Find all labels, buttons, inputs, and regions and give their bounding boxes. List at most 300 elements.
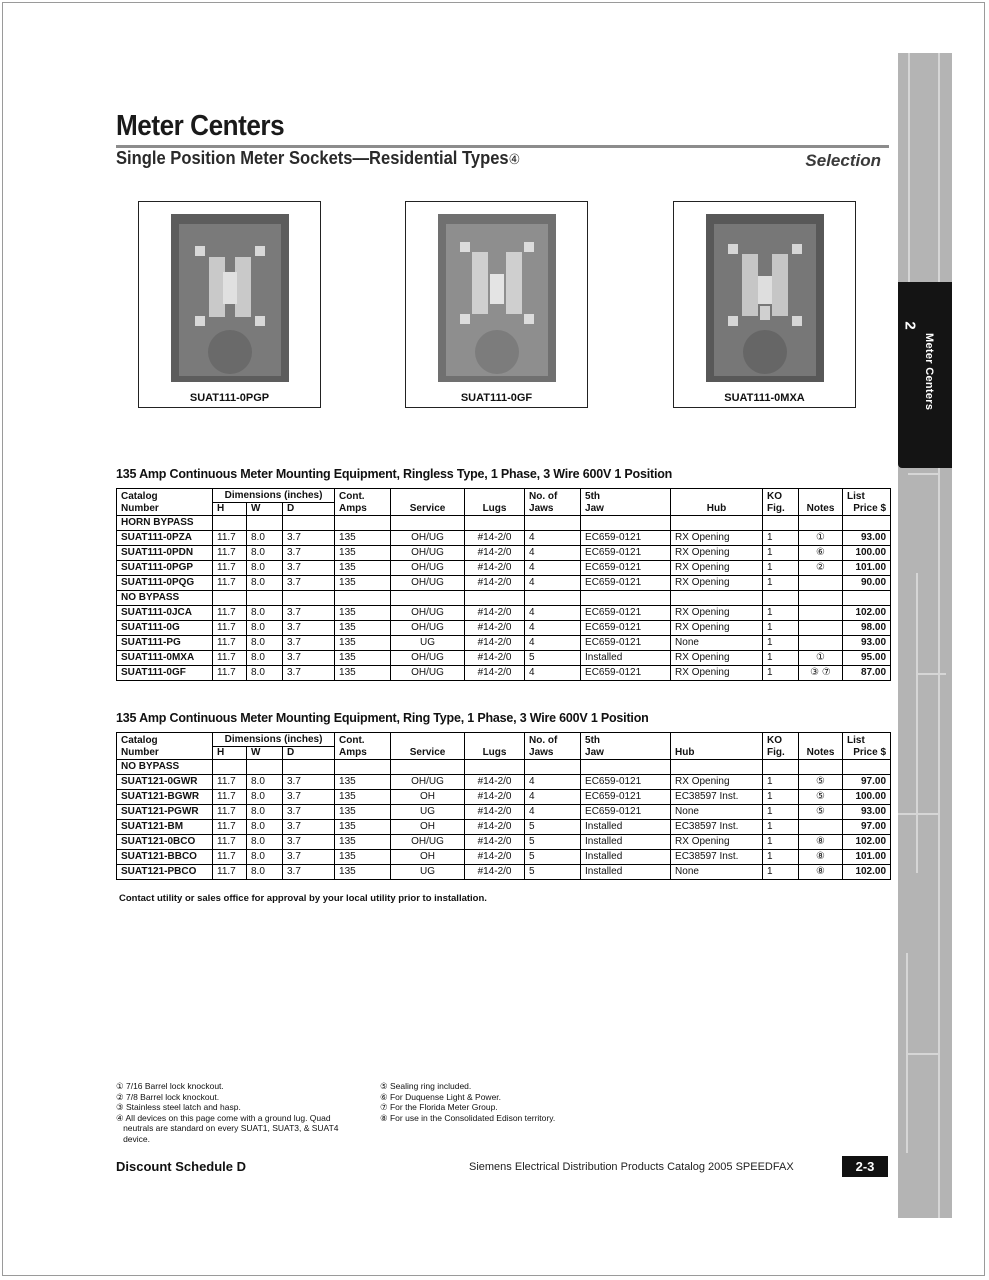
cell-price: 100.00 (843, 546, 891, 561)
group-filler-cell (671, 760, 763, 775)
cell-notes (799, 820, 843, 835)
cell-ko: 1 (763, 636, 799, 651)
cell-jaw5: EC659-0121 (581, 805, 671, 820)
col-header: Service (391, 747, 465, 760)
footnote-line: ③ Stainless steel latch and hasp. (116, 1102, 241, 1112)
group-filler-cell (213, 591, 247, 606)
table-row (117, 835, 891, 850)
cell-notes: ⑧ (799, 835, 843, 850)
cell-notes: ⑥ (799, 546, 843, 561)
col-header: Lugs (465, 747, 525, 760)
cell-ko: 1 (763, 805, 799, 820)
cell-service: UG (391, 865, 465, 880)
section-tab-number: 2 (901, 321, 919, 330)
meter-socket-illustration (139, 202, 320, 387)
col-header: Price $ (843, 503, 891, 516)
table-row (117, 546, 891, 561)
col-header: Price $ (843, 747, 891, 760)
cell-cat: SUAT121-BM (117, 820, 213, 835)
cell-cat: SUAT121-0BCO (117, 835, 213, 850)
cell-ko: 1 (763, 561, 799, 576)
group-filler-cell (799, 591, 843, 606)
cell-jaws: 4 (525, 775, 581, 790)
cell-cat: SUAT111-0JCA (117, 606, 213, 621)
group-filler-cell (391, 760, 465, 775)
footer-discount-schedule: Discount Schedule D (116, 1159, 247, 1174)
group-filler-cell (247, 516, 283, 531)
group-filler-cell (581, 516, 671, 531)
product-photo-3 (673, 201, 856, 408)
cell-price: 98.00 (843, 621, 891, 636)
group-filler-cell (247, 591, 283, 606)
cell-cat: SUAT111-0PQG (117, 576, 213, 591)
cell-service: OH/UG (391, 576, 465, 591)
col-header: Jaws (525, 747, 581, 760)
cell-cat: SUAT111-0G (117, 621, 213, 636)
cell-notes: ⑤ (799, 790, 843, 805)
cell-hub: RX Opening (671, 531, 763, 546)
cell-d: 3.7 (283, 621, 335, 636)
table-row (117, 576, 891, 591)
cell-ko: 1 (763, 775, 799, 790)
group-filler-cell (843, 516, 891, 531)
cell-hub: RX Opening (671, 546, 763, 561)
cell-cat: SUAT121-0GWR (117, 775, 213, 790)
cell-amps: 135 (335, 820, 391, 835)
col-header: KO (763, 489, 799, 503)
cell-service: OH/UG (391, 546, 465, 561)
cell-cat: SUAT121-PBCO (117, 865, 213, 880)
cell-hub: None (671, 636, 763, 651)
table-row (117, 790, 891, 805)
footnote-line: device. (116, 1133, 151, 1144)
cell-hub: None (671, 865, 763, 880)
cell-amps: 135 (335, 651, 391, 666)
col-header: List (843, 733, 891, 747)
cell-service: OH (391, 790, 465, 805)
cell-ko: 1 (763, 865, 799, 880)
cell-jaws: 5 (525, 865, 581, 880)
col-header (391, 733, 465, 747)
cell-d: 3.7 (283, 651, 335, 666)
cell-jaws: 4 (525, 666, 581, 681)
cell-hub: RX Opening (671, 666, 763, 681)
col-header: Amps (335, 503, 391, 516)
strip-line (938, 53, 940, 1218)
product-photo-1 (138, 201, 321, 408)
cell-w: 8.0 (247, 666, 283, 681)
cell-jaw5: Installed (581, 850, 671, 865)
cell-d: 3.7 (283, 820, 335, 835)
cell-w: 8.0 (247, 531, 283, 546)
group-filler-cell (763, 591, 799, 606)
footnote-line: ⑦ For the Florida Meter Group. (380, 1102, 498, 1112)
cell-price: 97.00 (843, 820, 891, 835)
table-header-row (117, 489, 891, 503)
cell-h: 11.7 (213, 805, 247, 820)
cell-lugs: #14-2/0 (465, 621, 525, 636)
cell-w: 8.0 (247, 835, 283, 850)
table-row (117, 850, 891, 865)
cell-jaws: 4 (525, 636, 581, 651)
col-header: Notes (799, 747, 843, 760)
cell-notes: ③ ⑦ (799, 666, 843, 681)
group-filler-cell (799, 516, 843, 531)
cell-w: 8.0 (247, 775, 283, 790)
cell-w: 8.0 (247, 865, 283, 880)
cell-jaw5: Installed (581, 865, 671, 880)
cell-h: 11.7 (213, 775, 247, 790)
footnote-line: neutrals are standard on every SUAT1, SUAT3, & SUAT4 (116, 1123, 339, 1133)
cell-service: OH/UG (391, 606, 465, 621)
ring-type-table (116, 732, 891, 880)
cell-notes: ⑧ (799, 850, 843, 865)
group-filler-cell (391, 516, 465, 531)
table-row (117, 820, 891, 835)
col-header: D (283, 503, 335, 516)
cell-notes: ① (799, 531, 843, 546)
cell-cat: SUAT111-0MXA (117, 651, 213, 666)
col-header: Hub (671, 747, 763, 760)
group-filler-cell (671, 591, 763, 606)
table-body (117, 760, 891, 880)
cell-lugs: #14-2/0 (465, 651, 525, 666)
cell-amps: 135 (335, 805, 391, 820)
group-row (117, 516, 891, 531)
col-header: Amps (335, 747, 391, 760)
group-filler-cell (671, 516, 763, 531)
cell-cat: SUAT111-0PDN (117, 546, 213, 561)
cell-jaws: 5 (525, 651, 581, 666)
cell-h: 11.7 (213, 820, 247, 835)
table-row (117, 636, 891, 651)
col-header: KO (763, 733, 799, 747)
cell-w: 8.0 (247, 636, 283, 651)
cell-cat: SUAT111-0GF (117, 666, 213, 681)
cell-w: 8.0 (247, 790, 283, 805)
cell-h: 11.7 (213, 666, 247, 681)
cell-price: 100.00 (843, 790, 891, 805)
cell-h: 11.7 (213, 651, 247, 666)
cell-hub: EC38597 Inst. (671, 790, 763, 805)
cell-h: 11.7 (213, 835, 247, 850)
product-photo-2 (405, 201, 588, 408)
col-header: Number (117, 747, 213, 760)
cell-price: 101.00 (843, 850, 891, 865)
footnote-line: ① 7/16 Barrel lock knockout. (116, 1081, 224, 1091)
table-row (117, 865, 891, 880)
cell-jaws: 5 (525, 850, 581, 865)
cell-jaws: 4 (525, 606, 581, 621)
cell-service: OH/UG (391, 775, 465, 790)
cell-price: 102.00 (843, 835, 891, 850)
cell-lugs: #14-2/0 (465, 666, 525, 681)
cell-d: 3.7 (283, 546, 335, 561)
col-header: Fig. (763, 503, 799, 516)
table-row (117, 805, 891, 820)
cell-amps: 135 (335, 666, 391, 681)
cell-d: 3.7 (283, 531, 335, 546)
cell-hub: RX Opening (671, 651, 763, 666)
footnote-line: ⑥ For Duquense Light & Power. (380, 1091, 502, 1102)
cell-service: UG (391, 805, 465, 820)
cell-h: 11.7 (213, 636, 247, 651)
cell-ko: 1 (763, 835, 799, 850)
cell-service: OH/UG (391, 835, 465, 850)
table-row (117, 775, 891, 790)
cell-lugs: #14-2/0 (465, 820, 525, 835)
cell-amps: 135 (335, 775, 391, 790)
table1-title: 135 Amp Continuous Meter Mounting Equipment, Ringless Type, 1 Phase, 3 Wire 600V 1 Position (116, 467, 673, 481)
cell-price: 90.00 (843, 576, 891, 591)
footnote-line: ⑤ Sealing ring included. (380, 1081, 472, 1091)
cell-lugs: #14-2/0 (465, 775, 525, 790)
strip-line (908, 473, 938, 475)
cell-amps: 135 (335, 576, 391, 591)
cell-hub: RX Opening (671, 775, 763, 790)
cell-cat: SUAT111-0PZA (117, 531, 213, 546)
cell-hub: RX Opening (671, 576, 763, 591)
cell-hub: RX Opening (671, 561, 763, 576)
strip-line (906, 1053, 940, 1055)
cell-cat: SUAT111-PG (117, 636, 213, 651)
cell-h: 11.7 (213, 850, 247, 865)
cell-amps: 135 (335, 636, 391, 651)
cell-lugs: #14-2/0 (465, 865, 525, 880)
cell-ko: 1 (763, 531, 799, 546)
table-row (117, 651, 891, 666)
page-title: Meter Centers (116, 110, 285, 142)
cell-jaws: 4 (525, 531, 581, 546)
product-caption: SUAT111-0GF (460, 392, 533, 404)
cell-jaw5: EC659-0121 (581, 666, 671, 681)
cell-service: UG (391, 636, 465, 651)
col-header: Fig. (763, 747, 799, 760)
cell-d: 3.7 (283, 561, 335, 576)
cell-ko: 1 (763, 790, 799, 805)
col-header: Service (391, 503, 465, 516)
cell-jaw5: EC659-0121 (581, 546, 671, 561)
col-header: Number (117, 503, 213, 516)
cell-h: 11.7 (213, 865, 247, 880)
cell-w: 8.0 (247, 651, 283, 666)
cell-h: 11.7 (213, 790, 247, 805)
col-header: H (213, 747, 247, 760)
cell-service: OH/UG (391, 621, 465, 636)
col-header (465, 733, 525, 747)
cell-notes (799, 636, 843, 651)
cell-cat: SUAT121-BBCO (117, 850, 213, 865)
col-header: Notes (799, 503, 843, 516)
group-filler-cell (799, 760, 843, 775)
cell-d: 3.7 (283, 666, 335, 681)
cell-jaw5: EC659-0121 (581, 790, 671, 805)
footnote-line: ② 7/8 Barrel lock knockout. (116, 1091, 220, 1102)
cell-jaws: 4 (525, 561, 581, 576)
cell-lugs: #14-2/0 (465, 790, 525, 805)
cell-hub: None (671, 805, 763, 820)
table2-title: 135 Amp Continuous Meter Mounting Equipment, Ring Type, 1 Phase, 3 Wire 600V 1 Position (116, 711, 649, 725)
col-header (799, 489, 843, 503)
col-header: List (843, 489, 891, 503)
cell-lugs: #14-2/0 (465, 531, 525, 546)
group-filler-cell (763, 760, 799, 775)
meter-socket-illustration (406, 202, 587, 387)
cell-amps: 135 (335, 835, 391, 850)
group-label: NO BYPASS (117, 591, 213, 606)
cell-ko: 1 (763, 820, 799, 835)
cell-jaw5: Installed (581, 651, 671, 666)
cell-price: 93.00 (843, 805, 891, 820)
group-filler-cell (213, 760, 247, 775)
group-filler-cell (843, 591, 891, 606)
cell-h: 11.7 (213, 576, 247, 591)
col-header: Dimensions (inches) (213, 733, 335, 747)
cell-jaw5: EC659-0121 (581, 531, 671, 546)
table-body (117, 516, 891, 681)
page-number: 2-3 (842, 1156, 888, 1177)
cell-notes (799, 576, 843, 591)
group-filler-cell (391, 591, 465, 606)
cell-jaw5: EC659-0121 (581, 576, 671, 591)
cell-d: 3.7 (283, 775, 335, 790)
cell-service: OH/UG (391, 561, 465, 576)
footnotes-left (116, 1081, 339, 1144)
section-tab-label: Meter Centers (923, 333, 935, 411)
group-filler-cell (581, 591, 671, 606)
cell-price: 97.00 (843, 775, 891, 790)
cell-amps: 135 (335, 606, 391, 621)
col-header: Cont. (335, 733, 391, 747)
cell-ko: 1 (763, 621, 799, 636)
cell-notes (799, 621, 843, 636)
ringless-type-table (116, 488, 891, 681)
group-filler-cell (283, 591, 335, 606)
cell-hub: RX Opening (671, 606, 763, 621)
cell-notes: ⑤ (799, 775, 843, 790)
cell-ko: 1 (763, 546, 799, 561)
cell-lugs: #14-2/0 (465, 576, 525, 591)
col-header: Jaw (581, 747, 671, 760)
group-filler-cell (525, 516, 581, 531)
cell-w: 8.0 (247, 576, 283, 591)
cell-notes: ② (799, 561, 843, 576)
col-header: Catalog (117, 489, 213, 503)
cell-lugs: #14-2/0 (465, 546, 525, 561)
cell-hub: RX Opening (671, 835, 763, 850)
cell-d: 3.7 (283, 835, 335, 850)
table-row (117, 666, 891, 681)
cell-jaws: 5 (525, 835, 581, 850)
table-row (117, 561, 891, 576)
page-subtitle (116, 148, 520, 169)
group-filler-cell (283, 760, 335, 775)
table-row (117, 621, 891, 636)
col-header: Lugs (465, 503, 525, 516)
col-header: Hub (671, 503, 763, 516)
table-row (117, 531, 891, 546)
product-caption: SUAT111-0PGP (189, 392, 270, 404)
cell-h: 11.7 (213, 606, 247, 621)
col-header: No. of (525, 733, 581, 747)
cell-service: OH/UG (391, 666, 465, 681)
cell-jaws: 4 (525, 805, 581, 820)
cell-w: 8.0 (247, 820, 283, 835)
group-filler-cell (843, 760, 891, 775)
group-filler-cell (465, 760, 525, 775)
group-filler-cell (247, 760, 283, 775)
table-row (117, 606, 891, 621)
col-header: W (247, 747, 283, 760)
cell-ko: 1 (763, 651, 799, 666)
cell-w: 8.0 (247, 561, 283, 576)
cell-h: 11.7 (213, 546, 247, 561)
table-header-row (117, 747, 891, 760)
cell-lugs: #14-2/0 (465, 636, 525, 651)
cell-notes: ⑧ (799, 865, 843, 880)
cell-d: 3.7 (283, 606, 335, 621)
col-header: H (213, 503, 247, 516)
group-filler-cell (213, 516, 247, 531)
cell-jaws: 5 (525, 820, 581, 835)
col-header: Jaw (581, 503, 671, 516)
group-filler-cell (465, 516, 525, 531)
cell-w: 8.0 (247, 850, 283, 865)
cell-lugs: #14-2/0 (465, 606, 525, 621)
group-filler-cell (283, 516, 335, 531)
cell-ko: 1 (763, 850, 799, 865)
subtitle-text: Single Position Meter Sockets—Residential Types (116, 148, 509, 168)
section-tab[interactable] (898, 282, 952, 468)
cell-jaws: 4 (525, 546, 581, 561)
cell-amps: 135 (335, 546, 391, 561)
group-filler-cell (525, 760, 581, 775)
cell-w: 8.0 (247, 805, 283, 820)
cell-notes: ① (799, 651, 843, 666)
cell-price: 93.00 (843, 636, 891, 651)
meter-socket-illustration (674, 202, 855, 387)
cell-d: 3.7 (283, 850, 335, 865)
cell-ko: 1 (763, 606, 799, 621)
product-caption: SUAT111-0MXA (724, 392, 805, 404)
cell-notes: ⑤ (799, 805, 843, 820)
cell-jaws: 4 (525, 576, 581, 591)
col-header (671, 733, 763, 747)
cell-h: 11.7 (213, 561, 247, 576)
col-header: No. of (525, 489, 581, 503)
footer-catalog-name: Siemens Electrical Distribution Products Catalog 2005 SPEEDFAX (469, 1161, 794, 1173)
col-header (671, 489, 763, 503)
cell-h: 11.7 (213, 531, 247, 546)
cell-price: 93.00 (843, 531, 891, 546)
group-filler-cell (763, 516, 799, 531)
cell-w: 8.0 (247, 621, 283, 636)
section-label: Selection (805, 151, 881, 170)
cell-amps: 135 (335, 621, 391, 636)
cell-jaw5: Installed (581, 820, 671, 835)
group-label: NO BYPASS (117, 760, 213, 775)
cell-ko: 1 (763, 666, 799, 681)
cell-ko: 1 (763, 576, 799, 591)
cell-hub: EC38597 Inst. (671, 820, 763, 835)
group-filler-cell (335, 760, 391, 775)
cell-amps: 135 (335, 790, 391, 805)
col-header: W (247, 503, 283, 516)
footnote-line: ④ All devices on this page come with a ground lug. Quad (116, 1112, 331, 1123)
col-header (465, 489, 525, 503)
cell-jaw5: EC659-0121 (581, 621, 671, 636)
footnotes-right (380, 1081, 555, 1123)
